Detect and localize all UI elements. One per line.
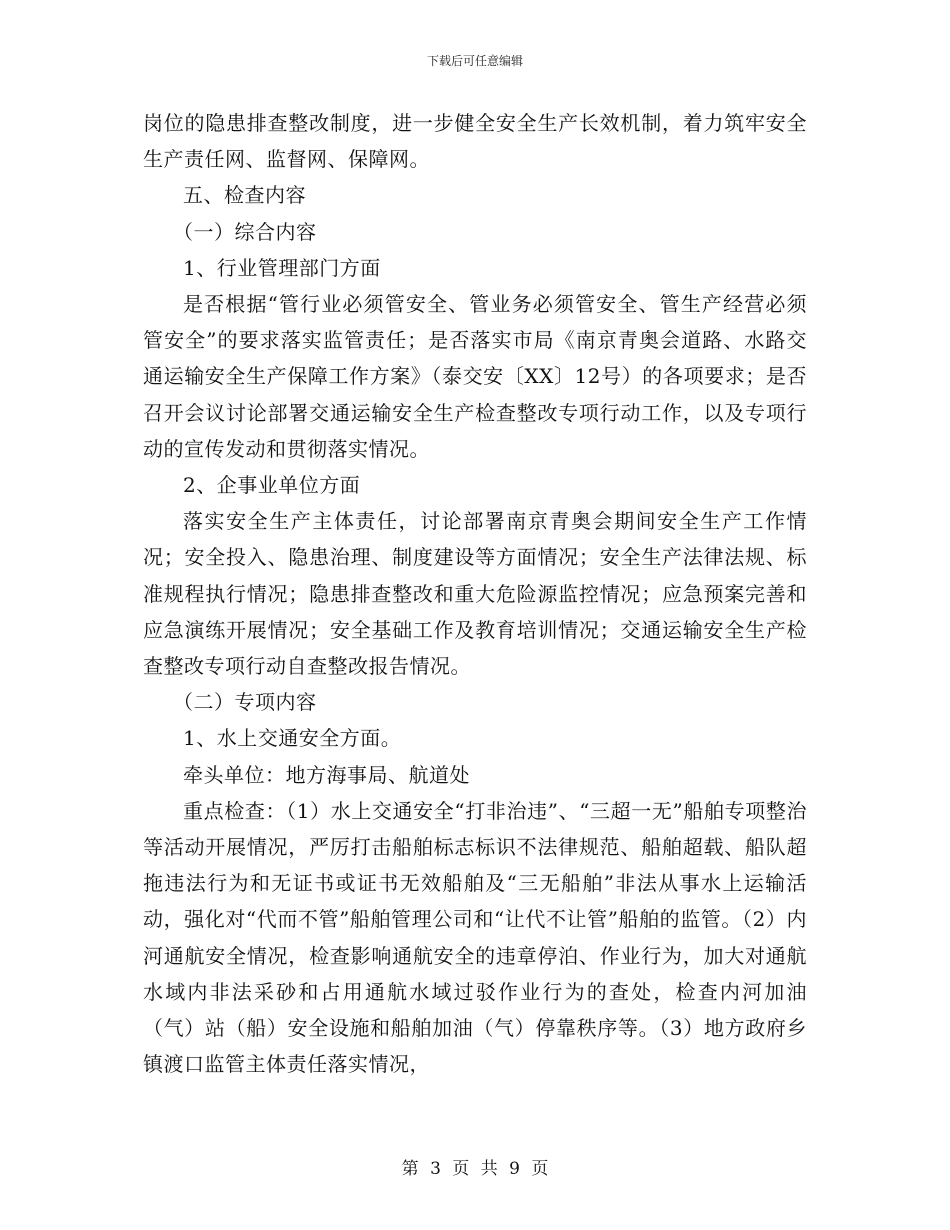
- section-heading-inspection-content: 五、检查内容: [183, 183, 306, 208]
- header-note: 下载后可任意编辑: [426, 54, 523, 68]
- page-footer: [0, 1154, 950, 1179]
- item-heading-enterprises: 2、企事业单位方面: [183, 473, 361, 498]
- subsection-heading-special: （二）专项内容: [173, 690, 317, 715]
- paragraph-key-inspection: 重点检查：（1）水上交通安全“打非治违”、“三超一无”船舶专项整治等活动开展情况，严厉打击船舶标志标识不法律规范、船舶超载、船队超拖违法行为和无证书或证书无效船舶及“三无船舶”非法从事水上运输活动，强化对“代而不管”船舶管理公司和“让代不让管”船舶的监管。（2）内河通航安全情况，检查影响通航安全的违章停泊、作业行为，加大对通航水域内非法采砂和占用通航水域过驳作业行为的查处，检查内河加油（气）站（船）安全设施和船舶加油（气）停靠秩序等。（3）地方政府乡镇渡口监管主体责任落实情况，: [143, 798, 807, 1077]
- paragraph-enterprises: 落实安全生产主体责任，讨论部署南京青奥会期间安全生产工作情况；安全投入、隐患治理、制度建设等方面情况；安全生产法律法规、标准规程执行情况；隐患排查整改和重大危险源监控情况；应急预案完善和应急演练开展情况；安全基础工作及教育培训情况；交通运输安全生产检查整改专项行动自查整改报告情况。: [143, 509, 807, 679]
- subsection-heading-general: （一）综合内容: [173, 219, 317, 244]
- item-heading-water-traffic: 1、水上交通安全方面。: [183, 726, 402, 751]
- paragraph-continued: 岗位的隐患排查整改制度，进一步健全安全生产长效机制，着力筑牢安全生产责任网、监督网、保障网。: [143, 111, 807, 172]
- page-number: 第 3 页 共 9 页: [401, 1159, 549, 1179]
- document-body: [143, 105, 807, 1082]
- page-header: [0, 52, 950, 69]
- item-heading-industry-management: 1、行业管理部门方面: [183, 255, 381, 280]
- paragraph-lead-units: 牵头单位：地方海事局、航道处: [183, 762, 470, 787]
- paragraph-industry-management: 是否根据“管行业必须管安全、管业务必须管安全、管生产经营必须管安全”的要求落实监管责任；是否落实市局《南京青奥会道路、水路交通运输安全生产保障工作方案》（泰交安〔XX〕12号）的各项要求；是否召开会议讨论部署交通运输安全生产检查整改专项行动工作，以及专项行动的宣传发动和贯彻落实情况。: [143, 292, 807, 461]
